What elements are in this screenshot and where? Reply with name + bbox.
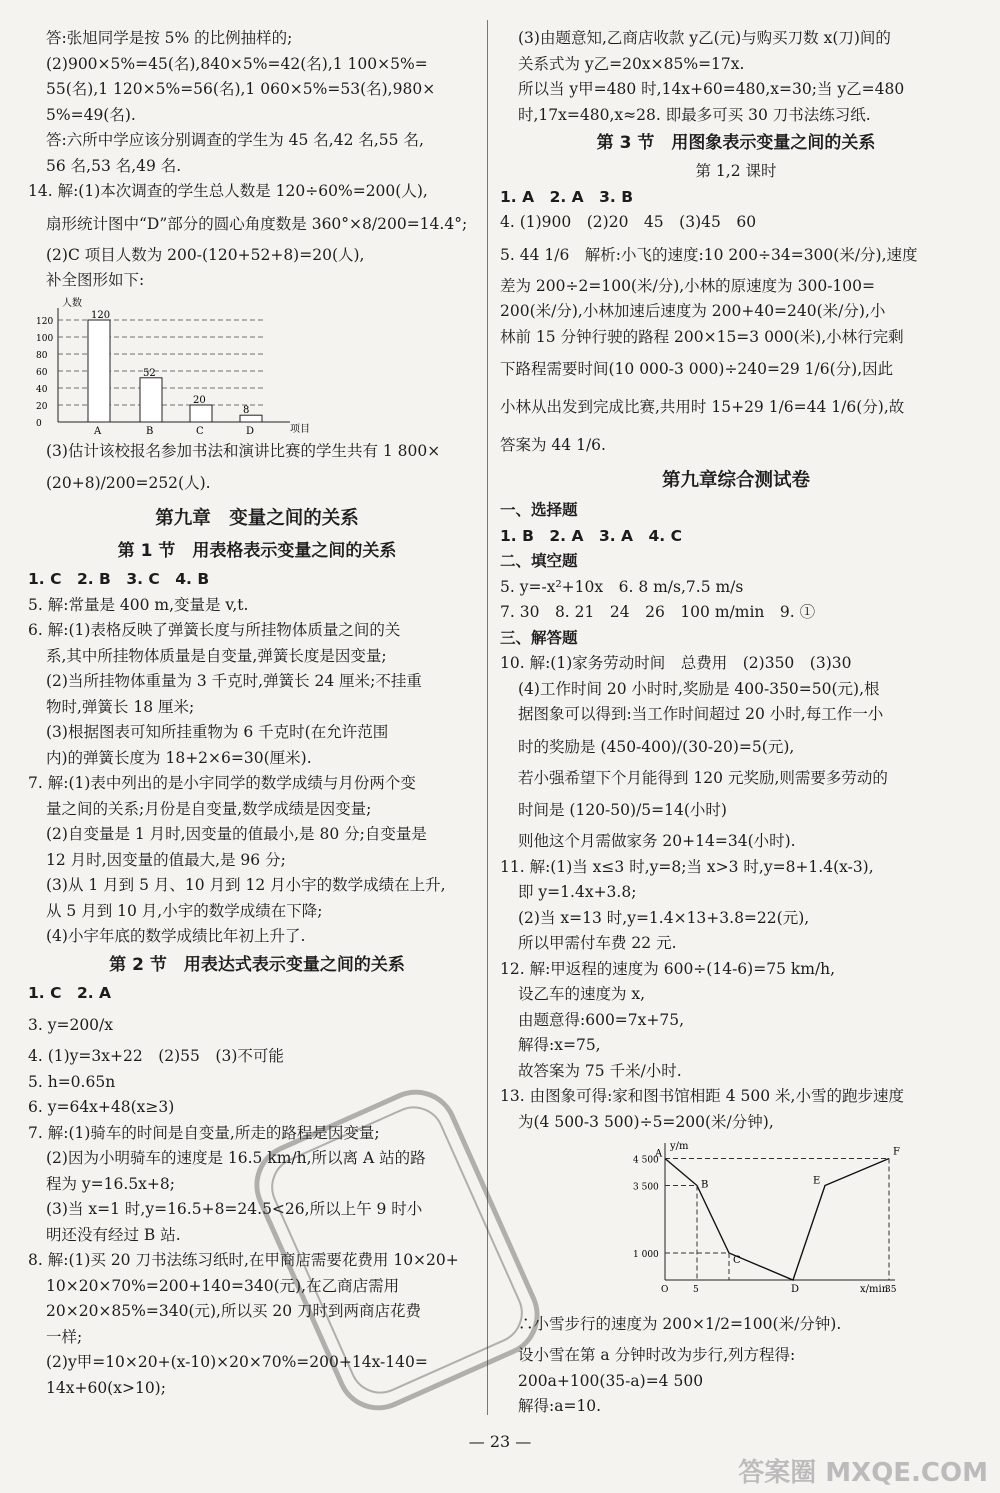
bar-B [140, 377, 162, 421]
y-tick-label: 80 [36, 350, 48, 361]
text-line: 解得:a=10. [518, 1397, 602, 1415]
bar-value-label: 52 [143, 367, 156, 379]
bar-C [190, 405, 212, 422]
text-line: 物时,弹簧长 18 厘米; [46, 697, 195, 716]
text-line: 由题意得:600=7x+75, [518, 1010, 685, 1029]
section-heading: 第 1 节 用表格表示变量之间的关系 [117, 541, 397, 561]
text-line: 5. y=-x²+10x 6. 8 m/s,7.5 m/s [500, 577, 744, 596]
y-tick-label: 20 [36, 401, 48, 412]
text-line: (2)当 x=13 时,y=1.4×13+3.8=22(元), [518, 908, 810, 927]
y-tick-label: 4 500 [633, 1155, 659, 1166]
text-line: 关系式为 y乙=20x×85%=17x. [518, 54, 745, 73]
y-tick-label: 120 [36, 316, 54, 327]
text-line: 内)的弹簧长度为 18+2×6=30(厘米). [46, 748, 312, 767]
text-line: 时,17x=480,x≈28. 即最多可买 30 刀书法练习纸. [518, 105, 871, 124]
text-line: 二、填空题 [500, 552, 578, 570]
x-tick-label: O [661, 1285, 669, 1295]
text-line: 20×20×85%=340(元),所以买 20 刀时到两商店花费 [46, 1302, 422, 1320]
text-line: 13. 由图象可得:家和图书馆相距 4 500 米,小雪的跑步速度 [500, 1087, 904, 1105]
text-line: 1. A 2. A 3. B [500, 187, 634, 206]
x-tick-label: D [246, 425, 255, 437]
page-number: — 23 — [468, 1432, 532, 1451]
watermark-logo: 答案圈 MXQE.COM [738, 1458, 988, 1488]
text-line: (2)y甲=10×20+(x-10)×20×70%=200+14x-140= [46, 1353, 428, 1371]
point-label: B [701, 1179, 709, 1191]
text-line: (3)当 x=1 时,y=16.5+8=24.5<26,所以上午 9 时小 [46, 1200, 423, 1218]
y-axis-label: 人数 [62, 297, 82, 309]
text-line: 即 y=1.4x+3.8; [518, 883, 637, 901]
text-line: 1. C 2. B 3. C 4. B [28, 570, 210, 588]
text-line: 4. (1)900 (2)20 45 (3)45 60 [500, 213, 757, 231]
line-chart [610, 1135, 910, 1305]
text-line: 55(名),1 120×5%=56(名),1 060×5%=53(名),980× [46, 80, 436, 98]
section-heading: 第 2 节 用表达式表示变量之间的关系 [109, 954, 405, 975]
y-tick-label: 60 [36, 367, 48, 378]
text-line: 3. y=200/x [28, 1016, 114, 1034]
text-line: 5. 44 1/6 解析:小飞的速度:10 200÷34=300(米/分),速度 [500, 245, 918, 264]
text-line: 设小雪在第 a 分钟时改为步行,列方程得: [518, 1346, 796, 1364]
text-line: 10×20×70%=200+140=340(元),在乙商店需用 [46, 1276, 400, 1295]
text-line: 56 名,53 名,49 名. [46, 156, 182, 175]
text-line: 则他这个月需做家务 20+14=34(小时). [518, 832, 796, 850]
text-line: 200a+100(35-a)=4 500 [518, 1371, 704, 1390]
text-line: 所以甲需付车费 22 元. [518, 934, 677, 952]
text-line: 4. (1)y=3x+22 (2)55 (3)不可能 [28, 1047, 284, 1065]
y-tick-label: 3 500 [633, 1182, 659, 1193]
text-line: (2)因为小明骑车的速度是 16.5 km/h,所以离 A 站的路 [46, 1149, 426, 1167]
bar-chart [28, 294, 328, 439]
text-line: 1. B 2. A 3. A 4. C [500, 526, 682, 545]
text-line: 11. 解:(1)当 x≤3 时,y=8;当 x>3 时,y=8+1.4(x-3), [500, 857, 874, 876]
text-line: 程为 y=16.5x+8; [46, 1174, 175, 1193]
x-axis-label: 项目 [290, 423, 310, 435]
text-line: 时的奖励是 (450-400)/(30-20)=5(元), [518, 737, 795, 756]
text-line: 14x+60(x>10); [46, 1378, 166, 1397]
x-tick-label: C [196, 425, 204, 437]
text-line: 200(米/分),小林加速后速度为 200+40=240(米/分),小 [500, 302, 886, 320]
text-line: 5. 解:常量是 400 m,变量是 v,t. [28, 595, 249, 614]
bar-value-label: 20 [193, 394, 206, 406]
bar-D [240, 415, 262, 422]
text-line: (3)从 1 月到 5 月、10 月到 12 月小宇的数学成绩在上升, [46, 876, 446, 894]
text-line: 下路程需要时间(10 000-3 000)÷240=29 1/6(分),因此 [500, 360, 894, 378]
text-line: (20+8)/200=252(人). [46, 474, 211, 492]
distance-line [665, 1159, 889, 1281]
text-line: 答:六所中学应该分别调查的学生为 45 名,42 名,55 名, [46, 131, 424, 149]
text-line: 答:张旭同学是按 5% 的比例抽样的; [46, 29, 293, 47]
text-line: 明还没有经过 B 站. [46, 1225, 181, 1244]
x-tick-label: A [94, 425, 102, 437]
point-label: A [655, 1148, 663, 1160]
text-line: (4)工作时间 20 小时时,奖励是 400-350=50(元),根 [518, 679, 880, 698]
point-label: C [733, 1255, 741, 1266]
text-line: (3)根据图表可知所挂重物为 6 千克时(在允许范围 [46, 723, 389, 741]
column-divider [487, 20, 488, 1415]
point-label: E [813, 1175, 821, 1187]
text-line: (2)当所挂物体重量为 3 千克时,弹簧长 24 厘米;不挂重 [46, 672, 422, 690]
text-line: ∴小雪步行的速度为 200×1/2=100(米/分钟). [518, 1315, 842, 1333]
text-line: 答案为 44 1/6. [500, 436, 606, 454]
x-tick-label: 5 [693, 1285, 699, 1295]
text-line: 12 月时,因变量的值最大,是 96 分; [46, 850, 286, 869]
text-line: 10. 解:(1)家务劳动时间 总费用 (2)350 (3)30 [500, 654, 852, 672]
y-axis-label: y/m [670, 1141, 689, 1152]
text-line: 时间是 (120-50)/5=14(小时) [518, 801, 727, 819]
right-column [500, 26, 972, 1420]
text-line: (3)估计该校报名参加书法和演讲比赛的学生共有 1 800× [46, 441, 441, 460]
text-line: 若小强希望下个月能得到 120 元奖励,则需要多劳动的 [518, 768, 888, 787]
text-line: 林前 15 分钟行驶的路程 200×15=3 000(米),小林行完剩 [500, 327, 904, 346]
text-line: 设乙车的速度为 x, [518, 985, 646, 1003]
text-line: 8. 解:(1)买 20 刀书法练习纸时,在甲商店需要花费用 10×20+ [28, 1251, 459, 1269]
text-line: 12. 解:甲返程的速度为 600÷(14-6)=75 km/h, [500, 959, 836, 978]
x-tick-label: 35 [885, 1285, 897, 1295]
text-line: 从 5 月到 10 月,小宇的数学成绩在下降; [46, 901, 323, 920]
text-line: 补全图形如下: [46, 271, 145, 289]
text-line: (4)小宇年底的数学成绩比年初上升了. [46, 927, 306, 945]
y-tick-label: 1 000 [633, 1250, 659, 1260]
x-axis-label: x/min [860, 1284, 889, 1295]
text-line: 6. 解:(1)表格反映了弹簧长度与所挂物体质量之间的关 [28, 621, 401, 639]
text-line: 系,其中所挂物体质量是自变量,弹簧长度是因变量; [46, 646, 387, 665]
text-line: 小林从出发到完成比赛,共用时 15+29 1/6=44 1/6(分),故 [500, 398, 905, 416]
text-line: 5%=49(名). [46, 105, 136, 124]
section-heading: 第 3 节 用图象表示变量之间的关系 [596, 133, 876, 153]
text-line: 量之间的关系;月份是自变量,数学成绩是因变量; [46, 799, 372, 818]
y-tick-label: 100 [36, 333, 54, 344]
text-line: 差为 200÷2=100(米/分),小林的原速度为 300-100= [500, 276, 875, 295]
text-line: 三、解答题 [500, 628, 578, 647]
text-line: 6. y=64x+48(x≥3) [28, 1098, 175, 1116]
text-line: 一样; [46, 1327, 83, 1346]
section-heading: 第九章 变量之间的关系 [155, 508, 359, 529]
section-heading: 第九章综合测试卷 [661, 470, 810, 491]
left-column [28, 26, 486, 1401]
text-line: (2)900×5%=45(名),840×5%=42(名),1 100×5%= [46, 54, 428, 73]
text-line: (3)由题意知,乙商店收款 y乙(元)与购买刀数 x(刀)间的 [518, 29, 891, 47]
text-line: 1. C 2. A [28, 983, 112, 1002]
text-line: 14. 解:(1)本次调查的学生总人数是 120÷60%=200(人), [28, 182, 428, 200]
point-label: F [893, 1146, 900, 1158]
text-line: 一、选择题 [500, 501, 578, 519]
point-label: D [791, 1284, 800, 1295]
text-line: 解得:x=75, [518, 1036, 601, 1054]
bar-value-label: 120 [91, 309, 111, 321]
text-line: 故答案为 75 千米/小时. [518, 1061, 682, 1080]
y-tick-label: 0 [36, 418, 42, 429]
text-line: 第 1,2 课时 [695, 162, 777, 180]
y-tick-label: 40 [36, 384, 48, 395]
text-line: (2)自变量是 1 月时,因变量的值最小,是 80 分;自变量是 [46, 825, 427, 843]
text-line: 7. 30 8. 21 24 26 100 m/min 9. ① [500, 603, 816, 621]
text-line: 7. 解:(1)骑车的时间是自变量,所走的路程是因变量; [28, 1123, 380, 1142]
text-line: (2)C 项目人数为 200-(120+52+8)=20(人), [46, 245, 365, 264]
x-tick-label: B [146, 425, 154, 437]
text-line: 据图象可以得到:当工作时间超过 20 小时,每工作一小 [518, 705, 884, 723]
bar-A [88, 320, 110, 422]
text-line: 为(4 500-3 500)÷5=200(米/分钟), [518, 1112, 774, 1131]
text-line: 7. 解:(1)表中列出的是小宇同学的数学成绩与月份两个变 [28, 774, 416, 792]
bar-value-label: 8 [243, 404, 250, 416]
text-line: 5. h=0.65n [28, 1072, 116, 1091]
text-line: 所以当 y甲=480 时,14x+60=480,x=30;当 y乙=480 [518, 80, 905, 98]
text-line: 扇形统计图中“D”部分的圆心角度数是 360°×8/200=14.4°; [46, 214, 468, 233]
